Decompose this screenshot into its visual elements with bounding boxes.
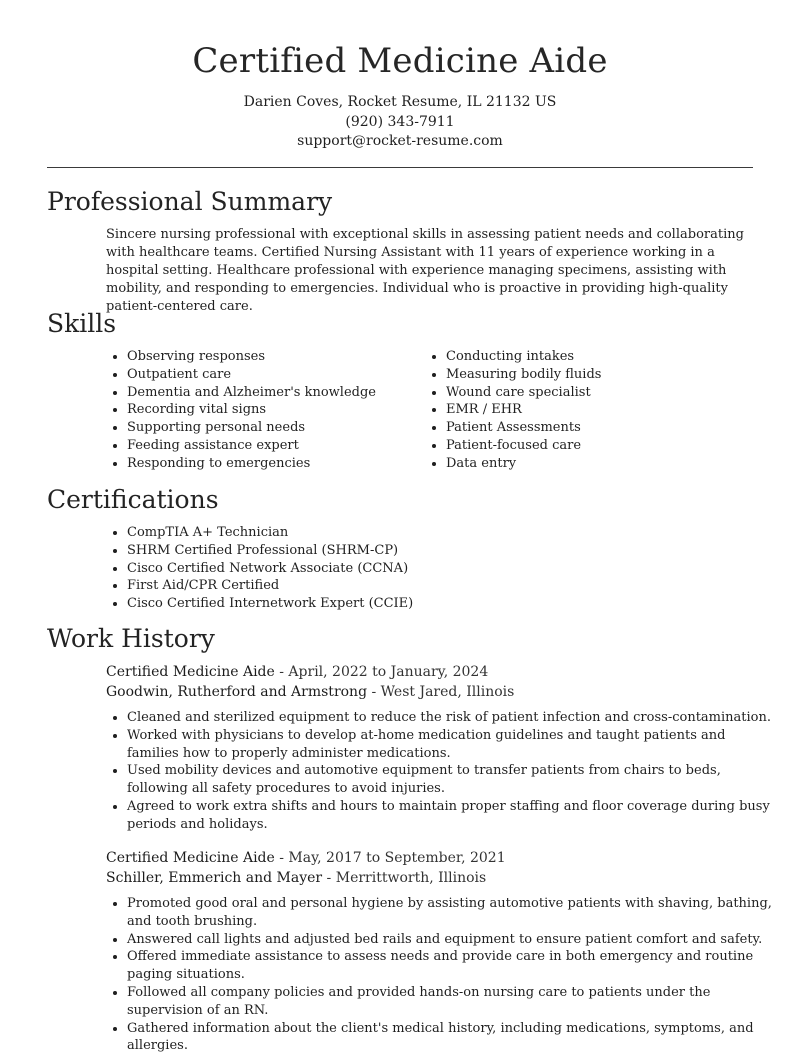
job-1-title-line [106,662,488,682]
list-item: • Responding to emergencies [127,455,427,473]
list-item: • Outpatient care [127,366,427,384]
contact-phone: (920) 343-7911 [345,114,455,130]
job-employer: Goodwin, Rutherford and Armstrong [106,684,368,700]
job-location: - Merrittworth, Illinois [322,870,487,886]
list-item: • Agreed to work extra shifts and hours to maintain proper staffing and floor coverage during busy periods and holidays. [127,798,773,834]
certifications-list [106,524,747,613]
list-item: • Dementia and Alzheimer's knowledge [127,384,427,402]
job-1-bullets [106,709,773,834]
resume-title: Certified Medicine Aide [192,41,608,81]
summary-text: Sincere nursing professional with exceptional skills in assessing patient needs and collaborating with healthcare teams. Certified Nursing Assistant with 11 years of experience working in a hospital setting. Healthcare professional with experience managing specimens, assisting with mobility, and responding to emergencies. Individual who is proactive in providing high-quality patient-centered care. [106,227,744,314]
list-item: • Supporting personal needs [127,419,427,437]
skills-list-left [106,348,427,473]
list-item: • Data entry [446,455,766,473]
list-item: • Feeding assistance expert [127,437,427,455]
list-item: • Offered immediate assistance to assess needs and provide care in both emergency and routine paging situations. [127,948,773,984]
list-item: • EMR / EHR [446,401,766,419]
job-location: - West Jared, Illinois [367,684,515,700]
job-2-title-line [106,848,506,868]
job-1-employer-line [106,682,514,702]
job-title: Certified Medicine Aide [106,850,275,866]
list-item: • Cisco Certified Network Associate (CCNA) [127,560,747,578]
skills-heading: Skills [47,309,117,338]
list-item: • Measuring bodily fluids [446,366,766,384]
list-item: • Observing responses [127,348,427,366]
list-item: • Patient-focused care [446,437,766,455]
list-item: • CompTIA A+ Technician [127,524,747,542]
summary-heading: Professional Summary [47,187,333,216]
list-item: • Patient Assessments [446,419,766,437]
certifications-heading: Certifications [47,485,219,514]
list-item: • Recording vital signs [127,401,427,419]
contact-email: support@rocket-resume.com [297,133,503,149]
job-dates: - April, 2022 to January, 2024 [274,664,489,680]
list-item: • Followed all company policies and provided hands-on nursing care to patients under the supervision of an RN. [127,984,773,1020]
list-item: • Worked with physicians to develop at-home medication guidelines and taught patients and families how to properly administer medications. [127,727,773,763]
contact-address: Darien Coves, Rocket Resume, IL 21132 US [243,94,557,110]
list-item: • SHRM Certified Professional (SHRM-CP) [127,542,747,560]
list-item: • Used mobility devices and automotive equipment to transfer patients from chairs to beds, following all safety procedures to avoid injuries. [127,762,773,798]
list-item: • Wound care specialist [446,384,766,402]
list-item: • Gathered information about the client's medical history, including medications, symptoms, and allergies. [127,1020,773,1055]
header-divider [47,167,753,168]
list-item: • Answered call lights and adjusted bed rails and equipment to ensure patient comfort and safety. [127,931,773,949]
job-2-employer-line [106,868,486,888]
list-item: • Conducting intakes [446,348,766,366]
skills-list-right [425,348,766,473]
work-history-heading: Work History [47,624,215,653]
list-item: • First Aid/CPR Certified [127,577,747,595]
list-item: • Cisco Certified Internetwork Expert (CCIE) [127,595,747,613]
list-item: • Promoted good oral and personal hygiene by assisting automotive patients with shaving, bathing, and tooth brushing. [127,895,773,931]
job-dates: - May, 2017 to September, 2021 [274,850,506,866]
job-title: Certified Medicine Aide [106,664,275,680]
list-item: • Cleaned and sterilized equipment to reduce the risk of patient infection and cross-contamination. [127,709,773,727]
job-2-bullets [106,895,773,1055]
job-employer: Schiller, Emmerich and Mayer [106,870,323,886]
